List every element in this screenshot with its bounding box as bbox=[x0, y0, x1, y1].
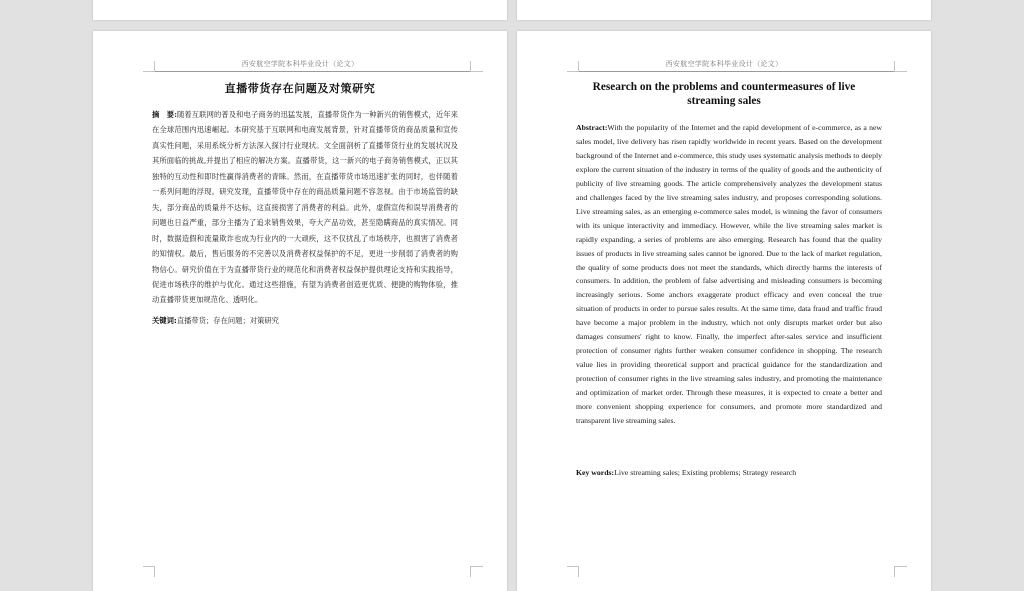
page-chinese-abstract bbox=[93, 31, 507, 591]
header-rule bbox=[578, 71, 894, 72]
page-header-text: 西安航空学院本科毕业设计（论文） bbox=[241, 60, 359, 68]
abstract-label: Abstract: bbox=[576, 123, 608, 132]
abstract-paragraph bbox=[152, 107, 458, 308]
page-english-abstract bbox=[517, 31, 931, 591]
keywords-text: 直播带货；存在问题；对策研究 bbox=[176, 316, 279, 325]
abstract-text: With the popularity of the Internet and the rapid development of e-commerce, as a new sales model, live delivery has risen rapidly worldwide in recent years. Based on the development background of the Internet and e-commerce, this study uses systematic analysis methods to deeply explore the current situation of the industry in terms of the quality of goods and the authenticity of publicity of live streaming goods. The article comprehensively analyzes the development status and challenges faced by the live streaming sales industry, and proposes corresponding solutions. Live streaming sales, as an emerging e-commerce sales model, is winning the favor of consumers with its unique interactivity and immediacy. However, while the live streaming sales market is rapidly expanding, a series of problems are also emerging. Research has found that the quality issues of products in live streaming sales cannot be ignored. Due to the lack of market regulation, the quality of some products does not meet the standards, which directly harms the interests of consumers. In addition, the problem of false advertising and misleading consumers is becoming increasingly serious. Some anchors exaggerate product efficacy and even conceal the true situation of products in order to pursue sales results. At the same time, data fraud and traffic fraud have become a major problem in the industry, which not only disrupts market order but also damages consumers' right to know. Finally, the imperfect after-sales service and insufficient protection of consumer rights further weaken consumer confidence in shopping. The research value lies in providing theoretical support and practical guidance for the standardization and protection of consumer rights in the live streaming sales industry, and promoting the maintenance and optimization of market order. Through these measures, it is expected to create a better and more convenient shopping experience for consumers, and promote more standardized and transparent live streaming sales. bbox=[576, 123, 882, 426]
crop-mark-bottom-right bbox=[470, 566, 483, 577]
keywords-line bbox=[152, 316, 279, 326]
page-title: Research on the problems and countermeasures of live streaming sales bbox=[592, 81, 856, 107]
abstract-paragraph bbox=[576, 121, 882, 428]
crop-mark-top-right bbox=[894, 61, 907, 72]
crop-mark-top-left bbox=[567, 61, 579, 72]
crop-mark-bottom-right bbox=[894, 566, 907, 577]
keywords-text: Live streaming sales; Existing problems; Strategy research bbox=[614, 468, 797, 477]
keywords-label: 关键词: bbox=[152, 316, 177, 325]
previous-page-left bbox=[93, 0, 507, 20]
keywords-label: Key words: bbox=[576, 468, 615, 477]
crop-mark-top-right bbox=[470, 61, 483, 72]
crop-mark-bottom-left bbox=[143, 566, 155, 577]
abstract-text: 随着互联网的普及和电子商务的迅猛发展，直播带货作为一种新兴的销售模式，近年来在全球范围内迅速崛起。本研究基于互联网和电商发展背景，针对直播带货的商品质量和宣传真实性问题，采用系统分析方法深入探讨行业现状。文全面剖析了直播带货行业的发展状况及其所面临的挑战,并提出了相应的解决方案。直播带货，这一新兴的电子商务销售模式，正以其独特的互动性和即时性赢得消费者的青睐。然而，在直播带货市场迅速扩张的同时，也伴随着一系列问题的浮现。研究发现，直播带货中存在的商品质量问题不容忽视。由于市场监管的缺失，部分商品的质量并不达标，这直接损害了消费者的利益。此外，虚假宣传和误导消费者的问题也日益严重，部分主播为了追求销售效果，夸大产品功效，甚至隐瞒商品的真实情况。同时，数据造假和流量欺诈也成为行业内的一大顽疾，这不仅扰乱了市场秩序，也损害了消费者的知情权。最后，售后服务的不完善以及消费者权益保护的不足，更进一步削弱了消费者的购物信心。研究价值在于为直播带货行业的规范化和消费者权益保护提供理论支持和实践指导，促进市场秩序的维护与优化。通过这些措施，有望为消费者创造更优质、便捷的购物体验，推动直播带货更加规范化、透明化。 bbox=[152, 110, 458, 305]
page-title: 直播带货存在问题及对策研究 bbox=[224, 82, 376, 95]
crop-mark-bottom-left bbox=[567, 566, 579, 577]
crop-mark-top-left bbox=[143, 61, 155, 72]
abstract-label: 摘 要: bbox=[152, 110, 177, 119]
header-rule bbox=[154, 71, 470, 72]
page-header-text: 西安航空学院本科毕业设计（论文） bbox=[665, 60, 783, 68]
keywords-line bbox=[576, 468, 796, 477]
previous-page-right bbox=[517, 0, 931, 20]
